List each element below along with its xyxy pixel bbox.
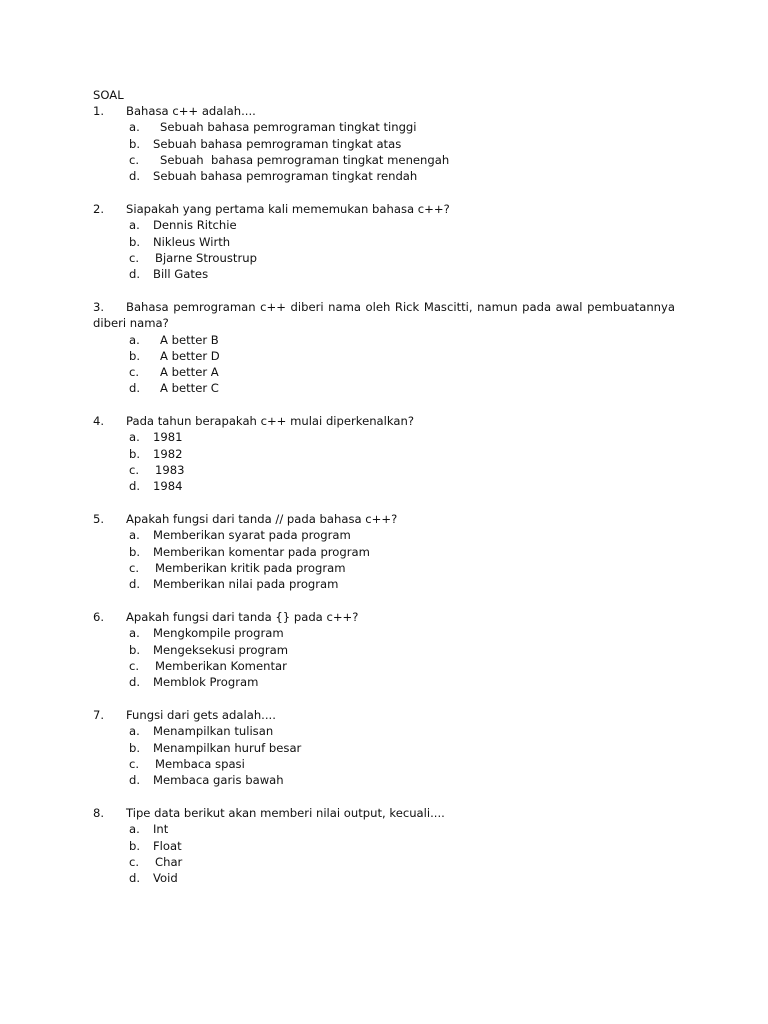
option-c: [93, 462, 675, 478]
option-text: Sebuah bahasa pemrograman tingkat atas: [153, 136, 402, 151]
option-letter: b.: [129, 740, 141, 755]
option-b: [93, 136, 675, 152]
option-letter: d.: [129, 871, 141, 886]
option-letter: b.: [129, 642, 141, 657]
question-number: 8.: [93, 806, 105, 820]
option-text: 1981: [153, 430, 183, 445]
question-number: 1.: [93, 104, 105, 118]
option-d: [93, 576, 675, 592]
option-text: 1983: [155, 462, 185, 477]
question-text: Bahasa pemrograman c++ diberi nama oleh Rick Mascitti, namun pada awal pembuatannya diberi nama?: [93, 300, 675, 331]
option-c: [93, 560, 675, 576]
option-c: [93, 756, 675, 772]
question-text: Apakah fungsi dari tanda // pada bahasa c++?: [126, 512, 398, 526]
question-1: [93, 103, 675, 184]
option-text: Mengeksekusi program: [153, 642, 289, 657]
option-a: [93, 119, 675, 135]
option-text: Sebuah bahasa pemrograman tingkat menengah: [160, 152, 450, 167]
option-letter: c.: [129, 462, 140, 477]
option-text: Memberikan kritik pada program: [155, 560, 346, 575]
question-text: Fungsi dari gets adalah....: [126, 708, 276, 722]
option-b: [93, 642, 675, 658]
option-text: 1984: [153, 479, 183, 494]
question-5: [93, 511, 675, 592]
option-text: Membaca garis bawah: [153, 773, 284, 788]
question-number: 4.: [93, 414, 105, 428]
option-text: Mengkompile program: [153, 626, 284, 641]
option-text: A better C: [160, 381, 219, 396]
question-4: [93, 413, 675, 494]
option-b: [93, 838, 675, 854]
option-letter: c.: [129, 854, 140, 869]
option-text: Int: [153, 822, 169, 837]
option-c: [93, 250, 675, 266]
option-letter: a.: [129, 430, 140, 445]
question-8: [93, 805, 675, 886]
option-letter: a.: [129, 822, 140, 837]
option-letter: b.: [129, 348, 141, 363]
option-text: Void: [153, 871, 178, 886]
option-text: Bill Gates: [153, 267, 209, 282]
question-number: 2.: [93, 202, 105, 216]
option-a: [93, 527, 675, 543]
option-d: [93, 168, 675, 184]
option-letter: d.: [129, 479, 141, 494]
option-text: Dennis Ritchie: [153, 218, 237, 233]
question-number: 3.: [93, 300, 105, 314]
option-letter: b.: [129, 544, 141, 559]
option-letter: b.: [129, 446, 141, 461]
option-text: Nikleus Wirth: [153, 234, 231, 249]
option-text: Memberikan komentar pada program: [153, 544, 370, 559]
question-6: [93, 609, 675, 690]
option-letter: d.: [129, 381, 141, 396]
option-letter: c.: [129, 365, 140, 380]
option-text: A better A: [160, 365, 219, 380]
option-letter: d.: [129, 169, 141, 184]
option-text: Char: [155, 854, 183, 869]
option-b: [93, 234, 675, 250]
option-text: Sebuah bahasa pemrograman tingkat rendah: [153, 169, 418, 184]
option-b: [93, 544, 675, 560]
option-letter: c.: [129, 152, 140, 167]
option-d: [93, 478, 675, 494]
option-b: [93, 446, 675, 462]
option-letter: d.: [129, 267, 141, 282]
option-letter: a.: [129, 626, 140, 641]
option-letter: a.: [129, 332, 140, 347]
option-letter: a.: [129, 120, 140, 135]
option-text: Memberikan Komentar: [155, 658, 287, 673]
option-letter: a.: [129, 218, 140, 233]
option-letter: d.: [129, 773, 141, 788]
option-text: A better D: [160, 348, 220, 363]
option-letter: a.: [129, 528, 140, 543]
option-a: [93, 217, 675, 233]
option-d: [93, 772, 675, 788]
option-text: Sebuah bahasa pemrograman tingkat tinggi: [160, 120, 417, 135]
option-text: Float: [153, 838, 182, 853]
document-title: SOAL: [93, 88, 124, 102]
option-d: [93, 380, 675, 396]
question-number: 5.: [93, 512, 105, 526]
option-a: [93, 625, 675, 641]
option-a: [93, 332, 675, 348]
option-text: Membaca spasi: [155, 756, 245, 771]
option-d: [93, 870, 675, 886]
option-b: [93, 740, 675, 756]
question-text: Siapakah yang pertama kali mememukan bahasa c++?: [126, 202, 450, 216]
option-letter: d.: [129, 675, 141, 690]
option-letter: b.: [129, 838, 141, 853]
option-text: Memblok Program: [153, 675, 259, 690]
question-2: [93, 201, 675, 282]
option-b: [93, 348, 675, 364]
option-c: [93, 364, 675, 380]
option-letter: c.: [129, 658, 140, 673]
question-3: [93, 299, 675, 397]
option-letter: a.: [129, 724, 140, 739]
option-letter: b.: [129, 234, 141, 249]
option-letter: c.: [129, 756, 140, 771]
option-letter: d.: [129, 577, 141, 592]
option-c: [93, 854, 675, 870]
question-text: Apakah fungsi dari tanda {} pada c++?: [126, 610, 359, 624]
option-a: [93, 821, 675, 837]
option-text: 1982: [153, 446, 183, 461]
question-7: [93, 707, 675, 788]
question-text: Bahasa c++ adalah....: [126, 104, 256, 118]
option-letter: c.: [129, 250, 140, 265]
option-a: [93, 429, 675, 445]
question-number: 7.: [93, 708, 105, 722]
option-c: [93, 658, 675, 674]
option-a: [93, 723, 675, 739]
option-text: Menampilkan tulisan: [153, 724, 274, 739]
option-letter: b.: [129, 136, 141, 151]
option-letter: c.: [129, 560, 140, 575]
option-text: Bjarne Stroustrup: [155, 250, 257, 265]
option-text: Memberikan nilai pada program: [153, 577, 339, 592]
option-d: [93, 674, 675, 690]
option-text: Menampilkan huruf besar: [153, 740, 302, 755]
option-c: [93, 152, 675, 168]
option-text: A better B: [160, 332, 219, 347]
question-text: Tipe data berikut akan memberi nilai output, kecuali....: [126, 806, 445, 820]
option-d: [93, 266, 675, 282]
option-text: Memberikan syarat pada program: [153, 528, 351, 543]
question-number: 6.: [93, 610, 105, 624]
question-text: Pada tahun berapakah c++ mulai diperkenalkan?: [126, 414, 415, 428]
